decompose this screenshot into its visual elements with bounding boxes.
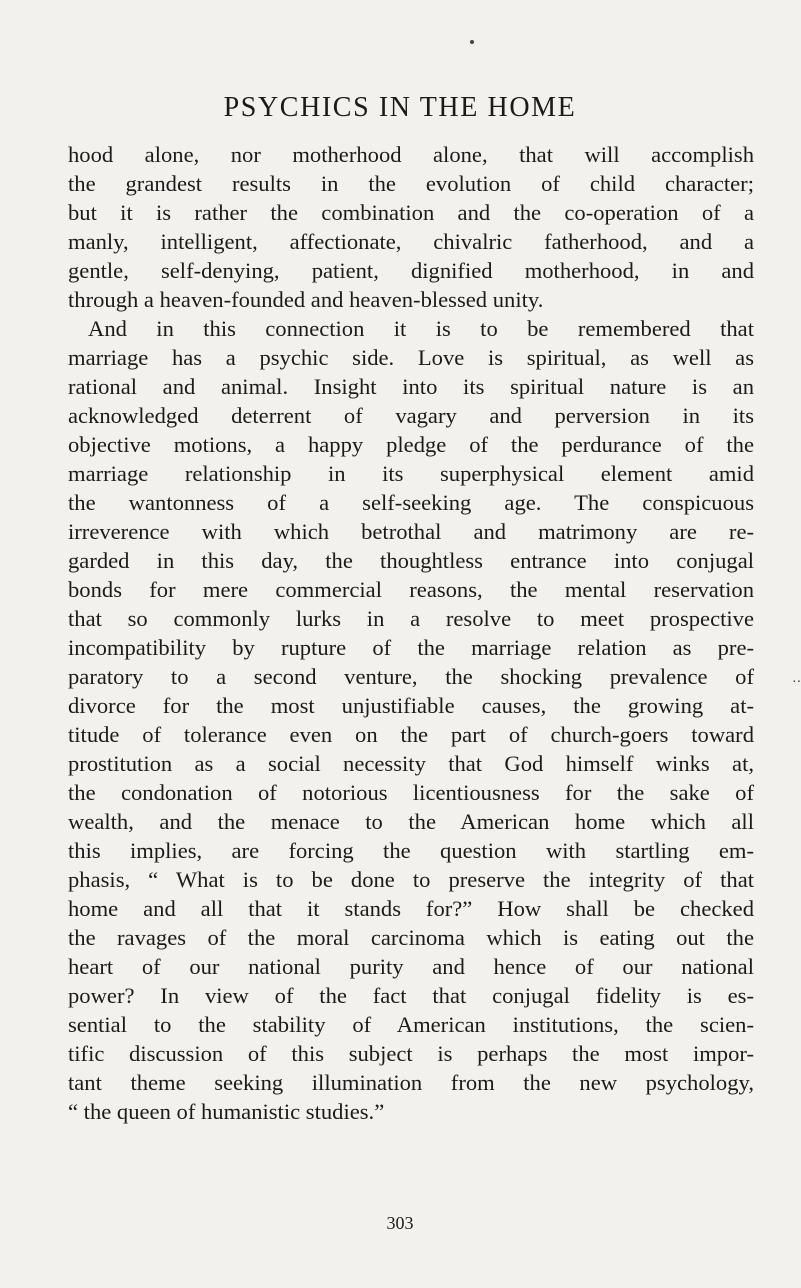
body-text — [68, 140, 754, 1126]
text-line: acknowledged deterrent of vagary and perversion in its — [68, 403, 754, 428]
text-line: but it is rather the combination and the co-operation of a — [68, 200, 754, 225]
text-line: this implies, are forcing the question with startling em- — [68, 838, 754, 863]
text-line: tific discussion of this subject is perhaps the most impor- — [68, 1041, 754, 1066]
text-line: divorce for the most unjustifiable causes, the growing at- — [68, 693, 754, 718]
text-line: “ the queen of humanistic studies.” — [68, 1099, 385, 1124]
text-line: prostitution as a social necessity that God himself winks at, — [68, 751, 754, 776]
text-line: sential to the stability of American institutions, the scien- — [68, 1012, 754, 1037]
text-line: the condonation of notorious licentiousness for the sake of — [68, 780, 754, 805]
text-line: gentle, self-denying, patient, dignified motherhood, in and — [68, 258, 754, 283]
text-line: incompatibility by rupture of the marriage relation as pre- — [68, 635, 754, 660]
running-head: PSYCHICS IN THE HOME — [223, 92, 577, 123]
page-number: 303 — [386, 1213, 414, 1233]
text-line: marriage relationship in its superphysical element amid — [68, 461, 754, 486]
text-line: phasis, “ What is to be done to preserve the integrity of that — [68, 867, 754, 892]
text-line: the wantonness of a self-seeking age. The conspicuous — [68, 490, 754, 515]
margin-dots-icon: ·· — [792, 675, 801, 690]
text-line: garded in this day, the thoughtless entrance into conjugal — [68, 548, 754, 573]
text-line: wealth, and the menace to the American home which all — [68, 809, 754, 834]
text-line: paratory to a second venture, the shocking prevalence of — [68, 664, 754, 689]
text-line: titude of tolerance even on the part of church-goers toward — [68, 722, 754, 747]
text-line: marriage has a psychic side. Love is spiritual, as well as — [68, 345, 754, 370]
text-line: the ravages of the moral carcinoma which is eating out the — [68, 925, 754, 950]
text-line: manly, intelligent, affectionate, chivalric fatherhood, and a — [68, 229, 754, 254]
text-line: objective motions, a happy pledge of the perdurance of the — [68, 432, 754, 457]
text-line: power? In view of the fact that conjugal fidelity is es- — [68, 983, 754, 1008]
text-line: home and all that it stands for?” How shall be checked — [68, 896, 754, 921]
text-line: through a heaven-founded and heaven-blessed unity. — [68, 287, 544, 312]
text-line: irreverence with which betrothal and matrimony are re- — [68, 519, 754, 544]
print-speck — [470, 40, 474, 44]
text-line: tant theme seeking illumination from the new psychology, — [68, 1070, 754, 1095]
text-line: the grandest results in the evolution of child character; — [68, 171, 754, 196]
text-line: rational and animal. Insight into its spiritual nature is an — [68, 374, 754, 399]
text-line: bonds for mere commercial reasons, the mental reservation — [68, 577, 754, 602]
text-line: that so commonly lurks in a resolve to meet prospective — [68, 606, 754, 631]
text-line: And in this connection it is to be remembered that — [88, 316, 754, 341]
text-line: hood alone, nor motherhood alone, that will accomplish — [68, 142, 754, 167]
text-line: heart of our national purity and hence of our national — [68, 954, 754, 979]
